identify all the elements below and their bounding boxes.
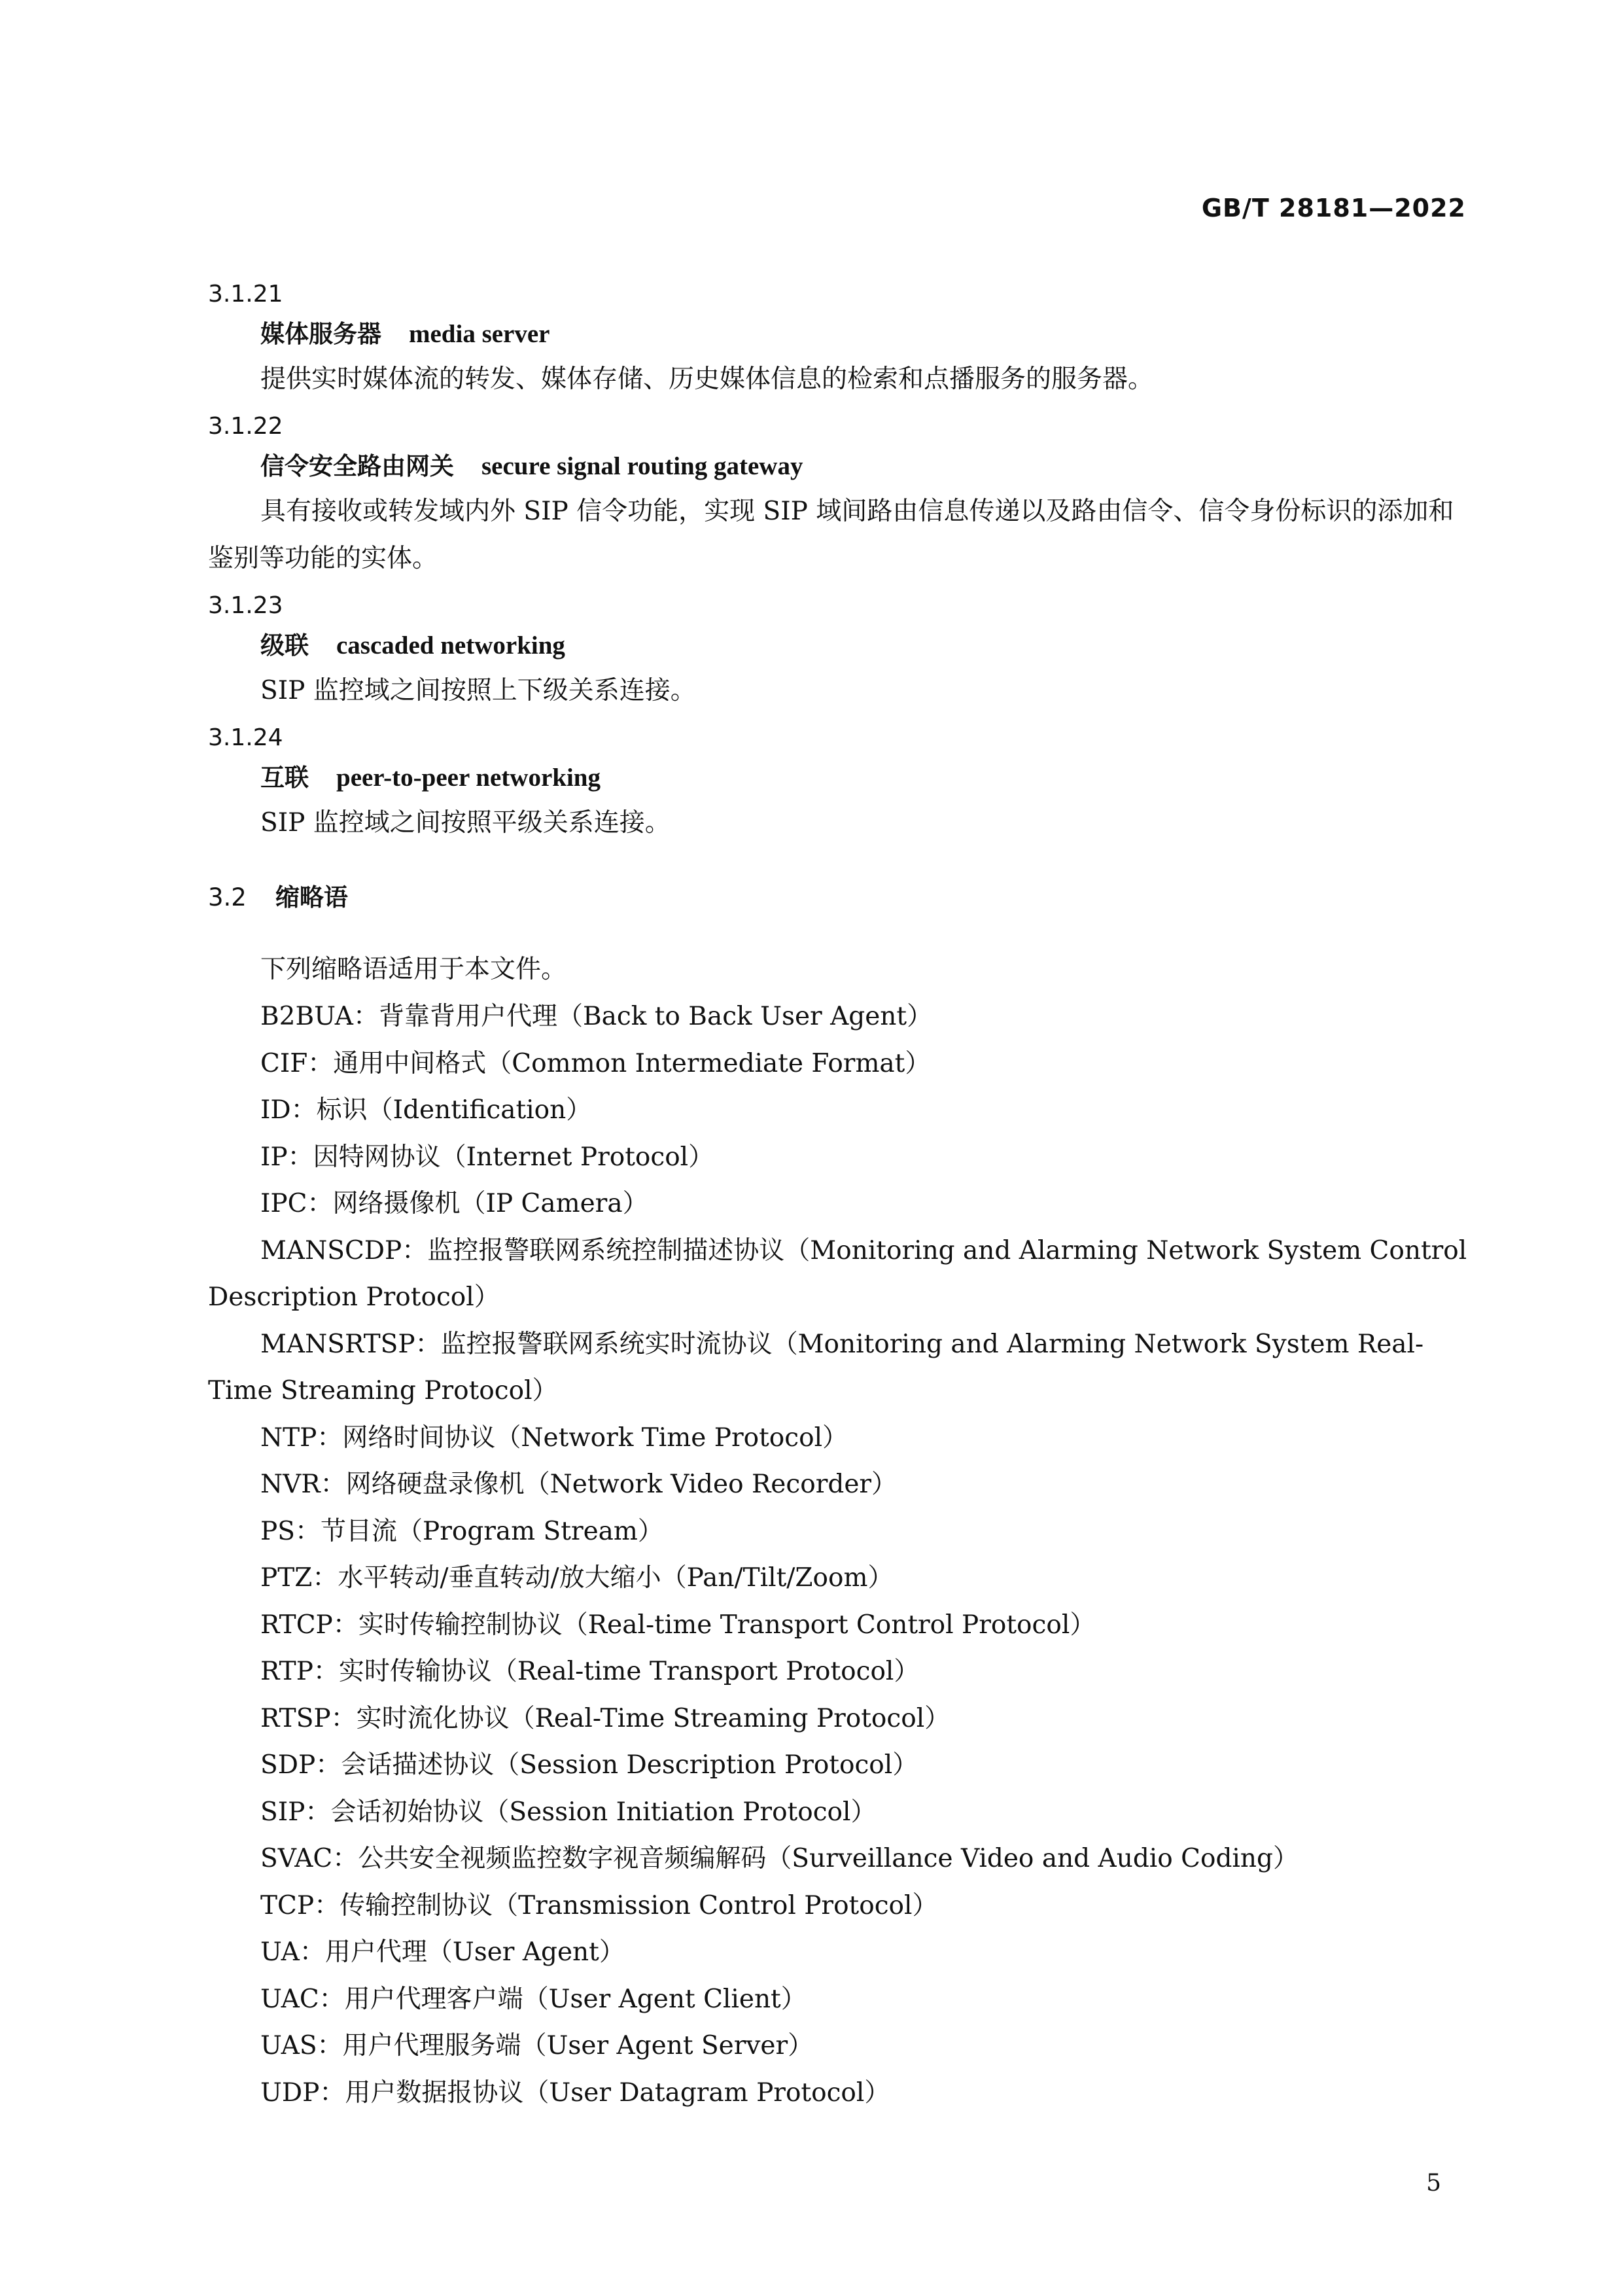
abbreviation-item: TCP：传输控制协议（Transmission Control Protocol） bbox=[260, 1890, 938, 1920]
term-en: peer-to-peer networking bbox=[336, 764, 601, 792]
abbreviation-item: MANSCDP：监控报警联网系统控制描述协议（Monitoring and Alarming Network System Control Description Protocol） bbox=[208, 1235, 1467, 1312]
term-en: secure signal routing gateway bbox=[481, 452, 803, 480]
abbreviation-item: UAC：用户代理客户端（User Agent Client） bbox=[260, 1984, 807, 2014]
term-zh: 互联 bbox=[260, 764, 309, 792]
abbreviation-item: MANSRTSP：监控报警联网系统实时流协议（Monitoring and Alarming Network System Real-Time Streaming Protocol） bbox=[208, 1329, 1424, 1405]
term-zh: 级联 bbox=[260, 631, 309, 660]
abbreviation-item: PTZ：水平转动/垂直转动/放大缩小（Pan/Tilt/Zoom） bbox=[260, 1563, 894, 1593]
section-intro: 下列缩略语适用于本文件。 bbox=[260, 955, 567, 984]
term-definition: 提供实时媒体流的转发、媒体存储、历史媒体信息的检索和点播服务的服务器。 bbox=[260, 364, 1154, 394]
abbreviation-item: UAS：用户代理服务端（User Agent Server） bbox=[260, 2031, 814, 2060]
term-heading bbox=[208, 449, 1474, 483]
term-entry bbox=[208, 589, 1474, 715]
abbreviation-item: UDP：用户数据报协议（User Datagram Protocol） bbox=[260, 2077, 890, 2108]
page-content bbox=[208, 275, 1474, 2116]
abbreviation-item: NVR：网络硬盘录像机（Network Video Recorder） bbox=[260, 1470, 898, 1499]
term-entry bbox=[208, 277, 1474, 403]
term-zh: 信令安全路由网关 bbox=[260, 452, 454, 480]
abbreviation-list bbox=[208, 993, 1474, 2116]
term-en: media server bbox=[409, 320, 550, 348]
abbreviation-item: PS：节目流（Program Stream） bbox=[260, 1516, 663, 1546]
abbreviation-item: RTSP：实时流化协议（Real-Time Streaming Protocol） bbox=[260, 1703, 951, 1733]
abbreviation-item: SIP：会话初始协议（Session Initiation Protocol） bbox=[260, 1797, 877, 1827]
abbreviation-item: NTP：网络时间协议（Network Time Protocol） bbox=[260, 1422, 848, 1453]
term-heading bbox=[208, 760, 1474, 794]
term-entry bbox=[208, 721, 1474, 847]
term-definition: SIP 监控域之间按照上下级关系连接。 bbox=[260, 676, 696, 705]
term-number: 3.1.23 bbox=[208, 592, 283, 619]
abbreviation-item: RTCP：实时传输控制协议（Real-time Transport Control Protocol） bbox=[260, 1610, 1096, 1640]
term-definition: SIP 监控域之间按照平级关系连接。 bbox=[260, 808, 671, 838]
abbreviation-item: SVAC：公共安全视频监控数字视音频编解码（Surveillance Video and Audio Coding） bbox=[260, 1844, 1299, 1873]
section-number: 3.2 bbox=[208, 883, 247, 911]
abbreviation-item: B2BUA：背靠背用户代理（Back to Back User Agent） bbox=[260, 1002, 933, 1031]
term-en: cascaded networking bbox=[336, 631, 565, 660]
abbreviation-item: CIF：通用中间格式（Common Intermediate Format） bbox=[260, 1048, 931, 1078]
abbreviation-item: IPC：网络摄像机（IP Camera） bbox=[260, 1189, 648, 1218]
standard-code: GB/T 28181—2022 bbox=[1201, 194, 1466, 222]
abbreviation-item: UA：用户代理（User Agent） bbox=[260, 1937, 625, 1967]
term-heading bbox=[208, 628, 1474, 662]
section-heading bbox=[208, 881, 1474, 915]
abbreviation-item: SDP：会话描述协议（Session Description Protocol） bbox=[260, 1750, 918, 1780]
abbreviation-item: RTP：实时传输协议（Real-time Transport Protocol） bbox=[260, 1657, 920, 1686]
term-entry bbox=[208, 410, 1474, 582]
term-number: 3.1.22 bbox=[208, 413, 283, 440]
term-definition: 具有接收或转发域内外 SIP 信令功能，实现 SIP 域间路由信息传递以及路由信令、信令身份标识的添加和鉴别等功能的实体。 bbox=[208, 497, 1454, 573]
page-number: 5 bbox=[1426, 2170, 1441, 2197]
section-title: 缩略语 bbox=[275, 883, 348, 911]
abbreviation-item: ID：标识（Identification） bbox=[260, 1095, 592, 1125]
term-heading bbox=[208, 317, 1474, 351]
term-zh: 媒体服务器 bbox=[260, 320, 381, 348]
abbreviation-item: IP：因特网协议（Internet Protocol） bbox=[260, 1142, 714, 1172]
term-number: 3.1.21 bbox=[208, 281, 283, 308]
term-number: 3.1.24 bbox=[208, 724, 283, 751]
